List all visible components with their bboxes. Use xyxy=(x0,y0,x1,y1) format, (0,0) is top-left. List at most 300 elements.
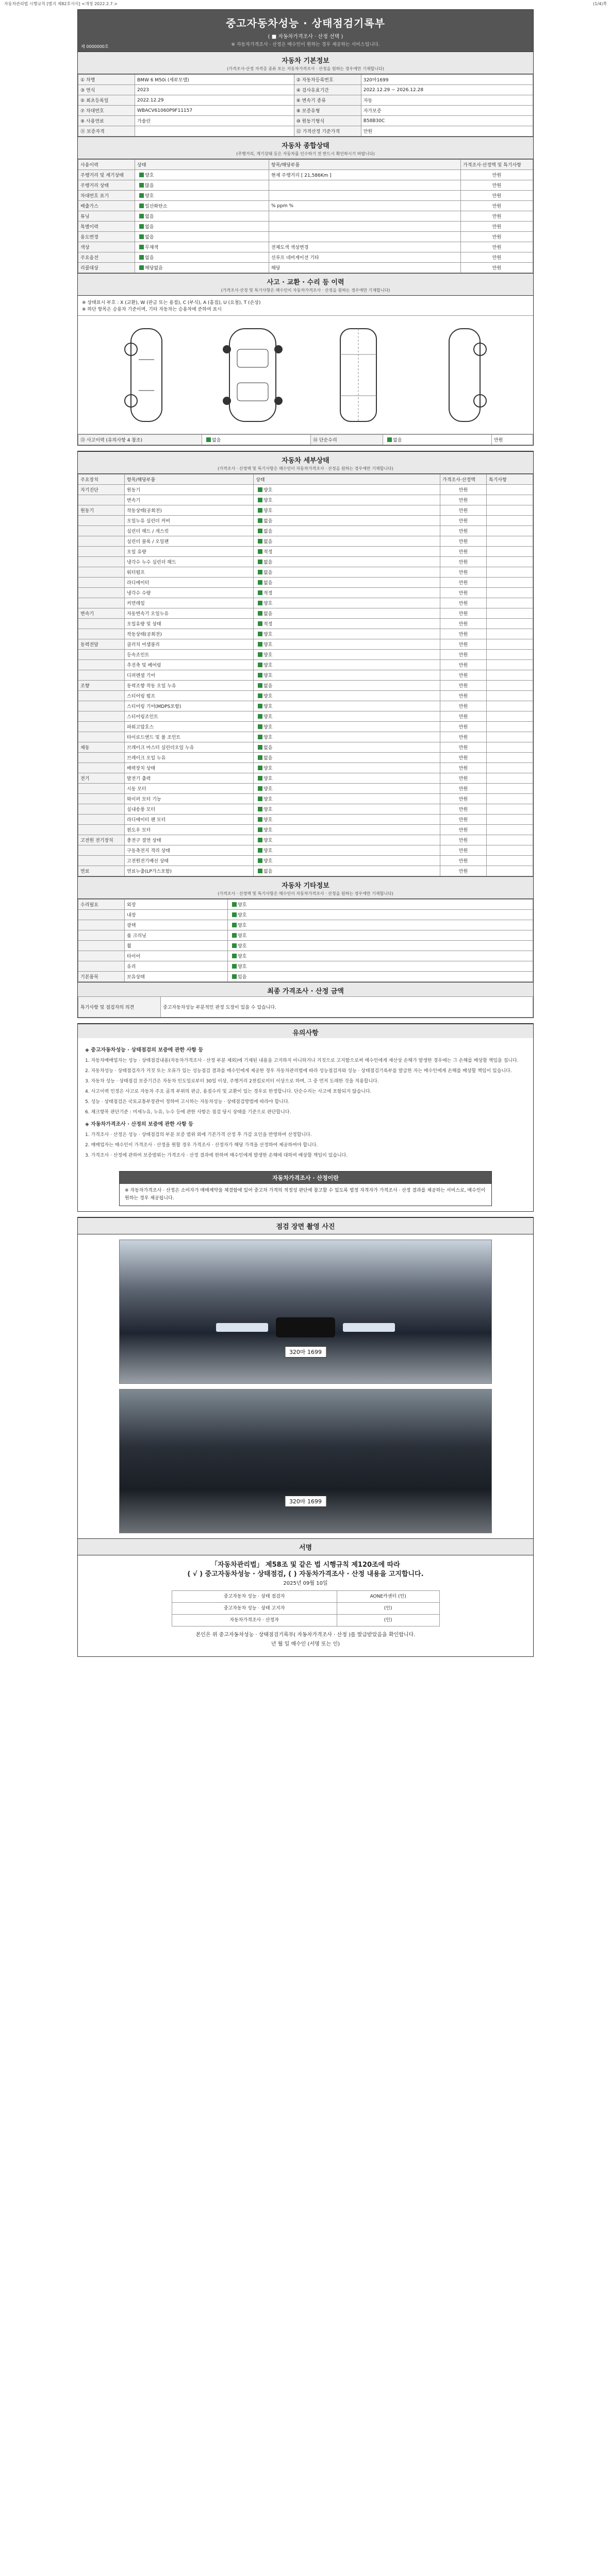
accident-legend xyxy=(78,296,533,316)
basic-label: ② 자동차등록번호 xyxy=(294,75,361,85)
detail-group: 고전원 전기장치 xyxy=(78,835,125,845)
other-item: 휠 xyxy=(125,941,228,951)
detail-remark xyxy=(487,557,533,567)
detail-group xyxy=(78,557,125,567)
state-label: 양호 xyxy=(263,787,273,792)
car-frame-icon xyxy=(322,324,394,427)
state-cell xyxy=(254,547,440,557)
state-cell xyxy=(254,608,440,619)
overall-key: 색상 xyxy=(78,242,135,252)
checkbox-icon[interactable] xyxy=(232,974,237,979)
checkbox-icon[interactable] xyxy=(258,601,262,605)
basic-value: 2022.12.29 xyxy=(135,95,294,106)
detail-item: 와이퍼 모터 기능 xyxy=(125,794,254,804)
state-cell xyxy=(254,650,440,660)
detail-row xyxy=(78,835,533,845)
checkbox-icon[interactable] xyxy=(258,663,262,667)
state-cell xyxy=(254,711,440,722)
state-cell xyxy=(254,835,440,845)
doc-number: 제 0000000호 xyxy=(81,44,109,49)
state-label: 없음 xyxy=(263,570,273,575)
notice-item: 3. 가격조사 · 산정에 관하여 보증범위는 가격조사 · 산정 결과에 한하며 매수인에게 발생한 손해에 대하여 배상할 책임이 있습니다. xyxy=(85,1153,348,1158)
checkbox-icon[interactable] xyxy=(258,683,262,688)
state-label: 적정 xyxy=(263,622,273,627)
state-cell xyxy=(254,732,440,742)
state-cell xyxy=(254,619,440,629)
state-label: 없음 xyxy=(263,684,273,689)
checkbox-icon[interactable] xyxy=(139,193,144,198)
checkbox-icon[interactable] xyxy=(258,817,262,822)
overall-row xyxy=(78,222,533,232)
detail-row xyxy=(78,845,533,856)
checkbox-icon[interactable] xyxy=(258,590,262,595)
overall-key: 주행거리 상태 xyxy=(78,180,135,191)
detail-price: 만원 xyxy=(440,557,487,567)
detail-row xyxy=(78,578,533,588)
checkbox-icon[interactable] xyxy=(139,255,144,260)
other-row xyxy=(78,951,533,961)
basic-value: 320마1699 xyxy=(361,75,533,85)
other-row xyxy=(78,930,533,941)
detail-group xyxy=(78,732,125,742)
state-label: 없음 xyxy=(263,581,273,586)
detail-price: 만원 xyxy=(440,495,487,505)
other-section-title: 자동차 기타정보 xyxy=(78,876,533,891)
state-label: 양호 xyxy=(263,807,273,812)
detail-group xyxy=(78,670,125,681)
overall-row xyxy=(78,263,533,273)
detail-remark xyxy=(487,856,533,866)
basic-section-note: (가격조사·산정 자격증 종류 또는 자동차가격조사 · 산정을 원하는 경우에만 기재합니다) xyxy=(78,66,533,74)
basic-label: ⑫ 가격산정 기준가격 xyxy=(294,126,361,137)
checkbox-icon[interactable] xyxy=(258,580,262,585)
detail-row xyxy=(78,763,533,773)
state-label: 양호 xyxy=(263,653,273,658)
state-cell xyxy=(254,784,440,794)
overall-item: 전체도색 색상변경 xyxy=(269,242,461,252)
notice-body xyxy=(78,1038,533,1166)
car-side-right-icon xyxy=(428,324,501,427)
overall-item xyxy=(269,191,461,201)
checkbox-icon[interactable] xyxy=(232,912,237,917)
accident-table xyxy=(78,434,533,445)
state-label: 양호 xyxy=(263,725,273,730)
overall-col-price: 가격조사·산정액 및 특기사항 xyxy=(461,160,533,170)
basic-row xyxy=(78,75,533,85)
detail-row xyxy=(78,773,533,784)
state-label: 양호 xyxy=(263,632,273,637)
detail-row xyxy=(78,639,533,650)
detail-group: 원동기 xyxy=(78,505,125,516)
checkbox-icon[interactable] xyxy=(258,673,262,677)
state-label: 양호 xyxy=(263,828,273,833)
detail-remark xyxy=(487,650,533,660)
detail-row xyxy=(78,701,533,711)
basic-row xyxy=(78,85,533,95)
detail-remark xyxy=(487,835,533,845)
page-count: (1/4)쪽 xyxy=(593,2,607,6)
detail-price: 만원 xyxy=(440,619,487,629)
checkbox-icon[interactable] xyxy=(139,204,144,208)
detail-price: 만원 xyxy=(440,753,487,763)
detail-remark xyxy=(487,845,533,856)
detail-item: 워터펌프 xyxy=(125,567,254,578)
state-label: 없음 xyxy=(263,519,273,524)
detail-row xyxy=(78,784,533,794)
detail-price: 만원 xyxy=(440,711,487,722)
overall-row xyxy=(78,170,533,180)
sheet-2 xyxy=(77,451,534,1018)
checkbox-icon[interactable] xyxy=(232,933,237,938)
checkbox-icon[interactable] xyxy=(258,755,262,760)
state-cell xyxy=(254,536,440,547)
form-number: 자동차관리법 시행규칙 [별지 제82호서식] <개정 2022.2.7.> xyxy=(4,2,118,6)
sign-date-2[interactable]: 년 월 일 매수인 (서명 또는 인) xyxy=(271,1641,340,1647)
other-row xyxy=(78,961,533,972)
detail-group xyxy=(78,547,125,557)
detail-group xyxy=(78,629,125,639)
checkbox-icon[interactable] xyxy=(258,796,262,801)
state-label: 없음 xyxy=(145,235,154,240)
detail-remark xyxy=(487,784,533,794)
detail-group xyxy=(78,794,125,804)
detail-group xyxy=(78,845,125,856)
detail-price: 만원 xyxy=(440,485,487,495)
state-cell xyxy=(228,941,533,951)
overall-item: 선루프 네비게이션 기타 xyxy=(269,252,461,263)
checkbox-icon[interactable] xyxy=(139,265,144,270)
checkbox-icon[interactable] xyxy=(232,964,237,969)
detail-item: 구동축전지 격리 상태 xyxy=(125,845,254,856)
basic-value: 2023 xyxy=(135,85,294,95)
state-label: 적정 xyxy=(263,550,273,555)
sign-section xyxy=(78,1555,533,1656)
checkbox-icon[interactable] xyxy=(258,724,262,729)
detail-row xyxy=(78,557,533,567)
detail-item: 스티어링 기어(MDPS포함) xyxy=(125,701,254,711)
checkbox-icon[interactable] xyxy=(258,632,262,636)
state-label: 양호 xyxy=(238,954,247,959)
detail-item: 배력장치 상태 xyxy=(125,763,254,773)
detail-remark xyxy=(487,763,533,773)
checkbox-icon[interactable] xyxy=(139,245,144,249)
detail-remark xyxy=(487,691,533,701)
detail-price: 만원 xyxy=(440,815,487,825)
overall-item xyxy=(269,232,461,242)
checkbox-icon[interactable] xyxy=(258,611,262,616)
state-label: 양호 xyxy=(263,776,273,782)
detail-remark xyxy=(487,794,533,804)
other-group xyxy=(78,951,125,961)
basic-row xyxy=(78,126,533,137)
detail-item: 충전구 절연 상태 xyxy=(125,835,254,845)
basic-value xyxy=(135,126,294,137)
checkbox-icon[interactable] xyxy=(258,652,262,657)
sign-r2-value[interactable]: (인) xyxy=(337,1603,439,1615)
doc-title: 중고자동차성능 · 상태점검기록부 xyxy=(225,17,385,29)
detail-remark xyxy=(487,567,533,578)
detail-col-item: 항목/해당부품 xyxy=(125,474,254,485)
checkbox-icon[interactable] xyxy=(258,560,262,564)
notice-item: 6. 체크항목 판단기준 : 미세누유, 누유, 누수 등에 관한 사항은 점검 당시 상태를 기준으로 판단합니다. xyxy=(85,1110,291,1115)
detail-row xyxy=(78,691,533,701)
detail-group xyxy=(78,516,125,526)
checkbox-icon[interactable] xyxy=(258,642,262,647)
detail-row xyxy=(78,856,533,866)
overall-price: 만원 xyxy=(461,170,533,180)
other-row xyxy=(78,900,533,910)
state-label: 무채색 xyxy=(145,245,159,250)
detail-item: 원동기 xyxy=(125,485,254,495)
checkbox-icon[interactable] xyxy=(258,539,262,544)
detail-price: 만원 xyxy=(440,660,487,670)
other-row xyxy=(78,910,533,920)
overall-item: 현재 주행거리 [ 21,586Km ] xyxy=(269,170,461,180)
state-cell xyxy=(135,222,269,232)
checkbox-icon[interactable] xyxy=(232,923,237,927)
state-label: 양호 xyxy=(263,704,273,709)
detail-remark xyxy=(487,732,533,742)
detail-group xyxy=(78,588,125,598)
sign-r3-label: 자동차가격조사 · 산정자 xyxy=(172,1615,337,1626)
inspection-photo-rear xyxy=(119,1389,492,1533)
basic-label: ⑩ 원동기형식 xyxy=(294,116,361,126)
detail-remark xyxy=(487,547,533,557)
checkbox-icon[interactable] xyxy=(258,827,262,832)
detail-price: 만원 xyxy=(440,732,487,742)
sign-r1-value[interactable]: AONE카센터 (인) xyxy=(337,1591,439,1603)
detail-group xyxy=(78,567,125,578)
detail-price: 만원 xyxy=(440,598,487,608)
detail-price: 만원 xyxy=(440,804,487,815)
detail-section-note: (가격조사 · 산정액 및 특기사항은 매수인이 자동차가격조사 · 산정을 원하는 경우에만 기재합니다) xyxy=(78,466,533,474)
detail-group: 동력전달 xyxy=(78,639,125,650)
state-cell xyxy=(254,588,440,598)
notice-item: 5. 성능 · 상태점검은 국토교통부장관이 정하여 고시하는 자동차성능 · 상태점검방법에 따라야 합니다. xyxy=(85,1099,290,1105)
detail-item: 실린더 블록 / 오일팬 xyxy=(125,536,254,547)
checkbox-icon[interactable] xyxy=(139,234,144,239)
overall-col-use: 사용이력 xyxy=(78,160,135,170)
detail-price: 만원 xyxy=(440,701,487,711)
detail-item: 브레이크 마스터 실린더오일 누유 xyxy=(125,742,254,753)
checkbox-icon[interactable] xyxy=(258,621,262,626)
other-row xyxy=(78,941,533,951)
state-cell xyxy=(228,951,533,961)
state-label: 양호 xyxy=(263,797,273,802)
detail-remark xyxy=(487,681,533,691)
state-label: 양호 xyxy=(263,849,273,854)
state-cell xyxy=(254,567,440,578)
overall-section-title: 자동차 종합상태 xyxy=(78,137,533,151)
overall-key: 배출가스 xyxy=(78,201,135,211)
notice-item: 1. 가격조사 · 산정은 성능 · 상태점검의 부분 보증 범위 외에 기본가격 산정 후 가감 요인을 반영하여 산정합니다. xyxy=(85,1132,312,1138)
state-cell xyxy=(254,629,440,639)
detail-price: 만원 xyxy=(440,536,487,547)
accident-history-value: 없음 xyxy=(202,435,311,445)
basic-label: ⑦ 차대번호 xyxy=(78,106,135,116)
state-cell xyxy=(254,485,440,495)
detail-item: 스티어링 펌프 xyxy=(125,691,254,701)
other-section-note: (가격조사 · 산정액 및 특기사항은 매수인이 자동차가격조사 · 산정을 원하는 경우에만 기재합니다) xyxy=(78,891,533,899)
checkbox-icon[interactable] xyxy=(232,943,237,948)
detail-remark xyxy=(487,639,533,650)
detail-item: 냉각수 수량 xyxy=(125,588,254,598)
doc-header xyxy=(78,10,533,52)
checkbox-icon[interactable] xyxy=(258,549,262,554)
detail-price: 만원 xyxy=(440,608,487,619)
detail-price: 만원 xyxy=(440,526,487,536)
checkbox-icon[interactable] xyxy=(258,498,262,502)
checkbox-icon[interactable] xyxy=(139,224,144,229)
detail-item: 작동상태(공회전) xyxy=(125,629,254,639)
detail-price: 만원 xyxy=(440,742,487,753)
checkbox-icon[interactable] xyxy=(387,437,392,442)
detail-row xyxy=(78,598,533,608)
state-label: 양호 xyxy=(263,509,273,514)
checkbox-icon[interactable] xyxy=(139,183,144,188)
checkbox-icon[interactable] xyxy=(258,838,262,842)
detail-item: 냉각수 누수 실린더 헤드 xyxy=(125,557,254,567)
detail-group xyxy=(78,598,125,608)
checkbox-icon[interactable] xyxy=(258,704,262,708)
detail-remark xyxy=(487,485,533,495)
checkbox-icon[interactable] xyxy=(258,570,262,574)
detail-group xyxy=(78,619,125,629)
state-cell xyxy=(135,232,269,242)
detail-row xyxy=(78,815,533,825)
checkbox-icon[interactable] xyxy=(258,508,262,513)
detail-price: 만원 xyxy=(440,650,487,660)
detail-row xyxy=(78,588,533,598)
detail-remark xyxy=(487,815,533,825)
basic-label: ⑪ 보증자격 xyxy=(78,126,135,137)
checkbox-icon[interactable] xyxy=(258,735,262,739)
state-cell xyxy=(254,701,440,711)
opinion-label: 특기사항 및 점검자의 의견 xyxy=(78,997,161,1018)
overall-price: 만원 xyxy=(461,191,533,201)
detail-col-remark: 특기사항 xyxy=(487,474,533,485)
state-label: 양호 xyxy=(263,642,273,648)
other-group xyxy=(78,910,125,920)
notice-item: 2. 자동차성능 · 상태점검자가 거짓 또는 오류가 있는 성능점검 결과를 매수인에게 제공한 경우 자동차관리법에 따라 성능점검자와 성능 · 상태점검기록부를 발급한 자는 매수인에게 손해를 배상할 책임이 있습니다. xyxy=(85,1069,512,1074)
checkbox-icon[interactable] xyxy=(258,786,262,791)
basic-value: 자가보증 xyxy=(361,106,533,116)
detail-remark xyxy=(487,804,533,815)
checkbox-icon[interactable] xyxy=(258,776,262,781)
detail-group: 자기진단 xyxy=(78,485,125,495)
checkbox-icon[interactable] xyxy=(258,693,262,698)
car-diagram xyxy=(78,316,533,434)
overall-price: 만원 xyxy=(461,211,533,222)
detail-group xyxy=(78,825,125,835)
detail-remark xyxy=(487,825,533,835)
simple-repair-value: 없음 xyxy=(383,435,492,445)
checkbox-icon[interactable] xyxy=(258,529,262,533)
detail-remark xyxy=(487,742,533,753)
checkbox-icon[interactable] xyxy=(258,487,262,492)
checkbox-icon[interactable] xyxy=(206,437,211,442)
detail-remark xyxy=(487,670,533,681)
state-cell xyxy=(254,856,440,866)
detail-price: 만원 xyxy=(440,629,487,639)
checkbox-icon[interactable] xyxy=(258,745,262,750)
overall-row xyxy=(78,252,533,263)
detail-item: 발전기 출력 xyxy=(125,773,254,784)
detail-row xyxy=(78,650,533,660)
other-item: 외장 xyxy=(125,900,228,910)
checkbox-icon[interactable] xyxy=(258,858,262,863)
detail-price: 만원 xyxy=(440,773,487,784)
state-label: 양호 xyxy=(238,934,247,939)
detail-item: 윈도우 모터 xyxy=(125,825,254,835)
state-label: 없음 xyxy=(145,256,154,261)
detail-row xyxy=(78,794,533,804)
checkbox-icon[interactable] xyxy=(258,807,262,811)
checkbox-icon[interactable] xyxy=(258,714,262,719)
other-item: 보유상태 xyxy=(125,972,228,982)
detail-row xyxy=(78,567,533,578)
state-cell xyxy=(254,526,440,536)
detail-price: 만원 xyxy=(440,866,487,876)
detail-remark xyxy=(487,753,533,763)
state-label: 일산화탄소 xyxy=(145,204,168,209)
state-label: 없음 xyxy=(263,612,273,617)
detail-remark xyxy=(487,608,533,619)
detail-price: 만원 xyxy=(440,691,487,701)
state-cell xyxy=(228,961,533,972)
detail-remark xyxy=(487,495,533,505)
state-cell xyxy=(254,516,440,526)
basic-label: ① 차명 xyxy=(78,75,135,85)
checkbox-icon[interactable] xyxy=(232,902,237,907)
overall-item xyxy=(269,180,461,191)
checkbox-icon[interactable] xyxy=(258,518,262,523)
state-label: 양호 xyxy=(238,944,247,949)
detail-item: 자동변속기 오일누유 xyxy=(125,608,254,619)
checkbox-icon[interactable] xyxy=(258,766,262,770)
sign-r1-label: 중고자동차 성능 · 상태 점검자 xyxy=(172,1591,337,1603)
checkbox-icon[interactable] xyxy=(258,848,262,853)
checkbox-icon[interactable] xyxy=(139,173,144,177)
state-cell xyxy=(135,191,269,201)
checkbox-icon[interactable] xyxy=(258,869,262,873)
overall-item: 해당 xyxy=(269,263,461,273)
detail-section-title: 자동차 세부상태 xyxy=(78,451,533,466)
sign-date: 2025년 09월 10일 xyxy=(283,1581,328,1586)
state-label: 양호 xyxy=(238,903,247,908)
detail-group xyxy=(78,691,125,701)
detail-group: 전기 xyxy=(78,773,125,784)
car-side-left-icon xyxy=(110,324,183,427)
detail-group xyxy=(78,701,125,711)
checkbox-icon[interactable] xyxy=(232,954,237,958)
detail-table xyxy=(78,474,533,876)
other-table xyxy=(78,899,533,982)
detail-row xyxy=(78,516,533,526)
detail-price: 만원 xyxy=(440,722,487,732)
checkbox-icon[interactable] xyxy=(139,214,144,218)
overall-row xyxy=(78,242,533,252)
detail-item: 라디에이터 xyxy=(125,578,254,588)
state-cell xyxy=(135,252,269,263)
state-cell xyxy=(228,972,533,982)
accident-history-label: ⑬ 사고이력 (유의사항 4 참조) xyxy=(78,435,202,445)
sign-r3-value[interactable]: (인) xyxy=(337,1615,439,1626)
overall-price: 만원 xyxy=(461,222,533,232)
detail-item: 라디에이터 팬 모터 xyxy=(125,815,254,825)
detail-row xyxy=(78,742,533,753)
overall-key: 차대번호 표기 xyxy=(78,191,135,201)
